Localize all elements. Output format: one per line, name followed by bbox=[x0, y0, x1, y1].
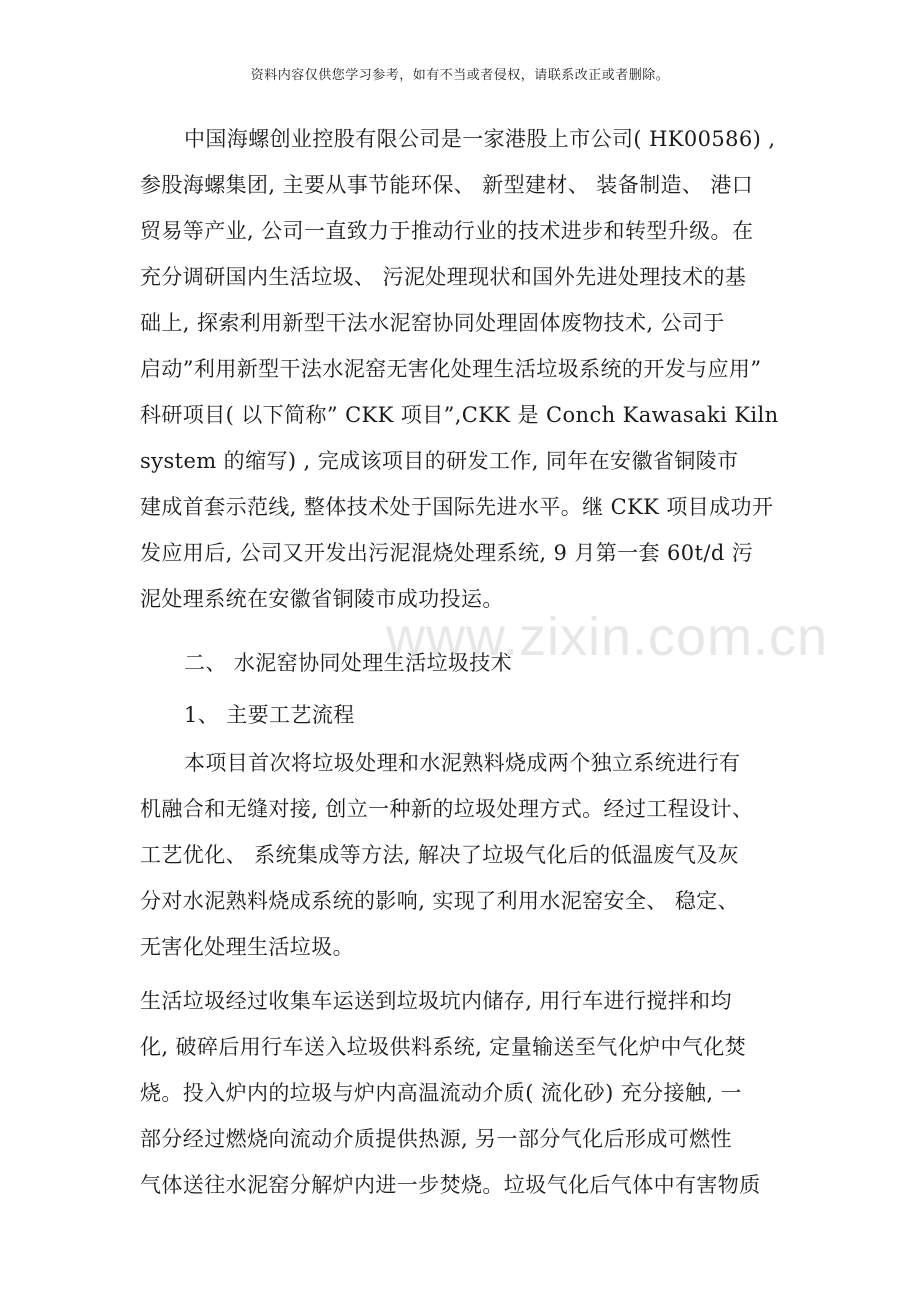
paragraph-line: 启动”利用新型干法水泥窑无害化处理生活垃圾系统的开发与应用” bbox=[140, 357, 762, 381]
paragraph-line: 气体送往水泥窑分解炉内进一步焚烧。垃圾气化后气体中有害物质 bbox=[140, 1173, 761, 1197]
paragraph-line: 机融合和无缝对接, 创立一种新的垃圾处理方式。经过工程设计、 bbox=[140, 797, 754, 821]
paragraph-line: system 的缩写) , 完成该项目的研发工作, 同年在安徽省铜陵市 bbox=[140, 449, 739, 473]
paragraph-line: 部分经过燃烧向流动介质提供热源, 另一部分气化后形成可燃性 bbox=[140, 1127, 732, 1151]
paragraph-line: 烧。投入炉内的垃圾与炉内高温流动介质( 流化砂) 充分接触, 一 bbox=[140, 1081, 742, 1105]
paragraph-line: 建成首套示范线, 整体技术处于国际先进水平。继 CKK 项目成功开 bbox=[140, 495, 774, 519]
paragraph-line: 科研项目( 以下简称” CKK 项目”,CKK 是 Conch Kawasaki Kiln bbox=[140, 403, 779, 427]
section-heading: 二、 水泥窑协同处理生活垃圾技术 bbox=[184, 651, 513, 675]
paragraph-line: 无害化处理生活垃圾。 bbox=[140, 935, 354, 959]
paragraph-line: 化, 破碎后用行车送入垃圾供料系统, 定量输送至气化炉中气化焚 bbox=[140, 1035, 747, 1059]
paragraph-line: 本项目首次将垃圾处理和水泥熟料烧成两个独立系统进行有 bbox=[184, 751, 741, 775]
paragraph-line: 贸易等产业, 公司一直致力于推动行业的技术进步和转型升级。在 bbox=[140, 219, 754, 243]
paragraph-line: 础上, 探索利用新型干法水泥窑协同处理固体废物技术, 公司于 bbox=[140, 311, 725, 335]
paragraph-line: 生活垃圾经过收集车运送到垃圾坑内储存, 用行车进行搅拌和均 bbox=[140, 989, 732, 1013]
paragraph-line: 泥处理系统在安徽省铜陵市成功投运。 bbox=[140, 587, 504, 611]
paragraph-line: 参股海螺集团, 主要从事节能环保、 新型建材、 装备制造、 港口 bbox=[140, 173, 754, 197]
subsection-heading: 1、 主要工艺流程 bbox=[184, 703, 355, 727]
paragraph-line: 充分调研国内生活垃圾、 污泥处理现状和国外先进处理技术的基 bbox=[140, 265, 747, 289]
paragraph-line: 中国海螺创业控股有限公司是一家港股上市公司( HK00586) , bbox=[184, 127, 776, 151]
paragraph-line: 发应用后, 公司又开发出污泥混烧处理系统, 9 月第一套 60t/d 污 bbox=[140, 541, 754, 565]
paragraph-line: 工艺优化、 系统集成等方法, 解决了垃圾气化后的低温废气及灰 bbox=[140, 843, 740, 867]
paragraph-line: 分对水泥熟料烧成系统的影响, 实现了利用水泥窑安全、 稳定、 bbox=[140, 889, 740, 913]
watermark: www.zixin.com.cn bbox=[386, 607, 829, 667]
header-notice: 资料内容仅供您学习参考，如有不当或者侵权，请联系改正或者删除。 bbox=[250, 68, 670, 83]
